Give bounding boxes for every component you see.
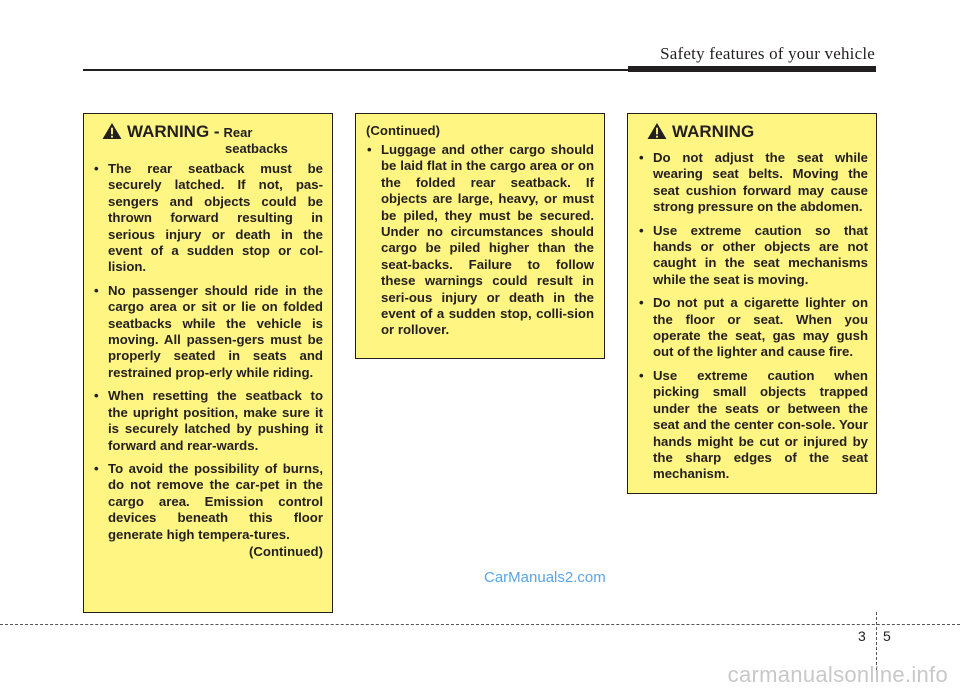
list-item: • The rear seatback must be securely latched. If not, pas-sengers and objects could be thrown forward resulting in serious injury or death in the event of a sudden stop or col-lision.: [93, 161, 323, 276]
warning-box-continued: [355, 113, 605, 359]
footer-rule: [0, 624, 960, 625]
list-item: • Do not adjust the seat while wearing seat belts. Moving the seat cushion forward may cause strong pressure on the abdomen.: [638, 150, 868, 216]
site-watermark: carmanualsonline.info: [727, 662, 948, 687]
list-item: • No passenger should ride in the cargo area or sit or lie on folded seatbacks while the vehicle is moving. All passen-gers must be properly seated in seats and restrained prop-erly while riding.: [93, 283, 323, 381]
warning-subject-line2: seatbacks: [225, 141, 288, 156]
warning-word: WARNING -: [127, 122, 220, 141]
list-item: • Use extreme caution when picking small objects trapped under the seats or between the seat and the center con-sole. Your hands might be cut or injured by the sharp edges of the seat mechanism.: [638, 368, 868, 483]
warning-list: [638, 150, 868, 483]
list-item: • Use extreme caution so that hands or other objects are not caught in the seat mechanisms while the seat is moving.: [638, 223, 868, 289]
warning-heading: [638, 122, 868, 142]
warning-word: WARNING: [672, 122, 755, 141]
watermark-link[interactable]: CarManuals2.com: [484, 569, 606, 586]
warning-list: [366, 142, 594, 339]
warning-subject: Rear: [223, 125, 253, 140]
continued-label: (Continued): [366, 123, 440, 138]
list-item: • To avoid the possibility of burns, do not remove the car-pet in the cargo area. Emission control devices beneath this floor generate high tempera-tures.: [93, 461, 323, 543]
list-item: • Do not put a cigarette lighter on the floor or seat. When you operate the seat, gas may gush out of the lighter and cause fire.: [638, 295, 868, 361]
list-item: • When resetting the seatback to the upright position, make sure it is securely latched by pushing it forward and rear-wards.: [93, 388, 323, 454]
warning-list: [93, 161, 323, 543]
page-header-title: Safety features of your vehicle: [660, 44, 875, 63]
header-rule-thick: [628, 66, 876, 72]
warning-triangle-icon: [101, 122, 123, 140]
continued-label: (Continued): [249, 543, 323, 559]
page-number: 5: [883, 628, 891, 644]
warning-box-seat: [627, 113, 877, 494]
warning-box-rear-seatbacks: [83, 113, 333, 613]
list-item: • Luggage and other cargo should be laid flat in the cargo area or on the folded rear seatback. If objects are large, heavy, or must be piled, they must be secured. Under no circumstances should cargo be piled higher than the seat-backs. Failure to follow these warnings could result in seri-ous injury or death in the event of a sudden stop, colli-sion or rollover.: [366, 142, 594, 339]
warning-heading: [93, 122, 323, 142]
chapter-number: 3: [858, 628, 866, 644]
warning-triangle-icon: [646, 122, 668, 140]
